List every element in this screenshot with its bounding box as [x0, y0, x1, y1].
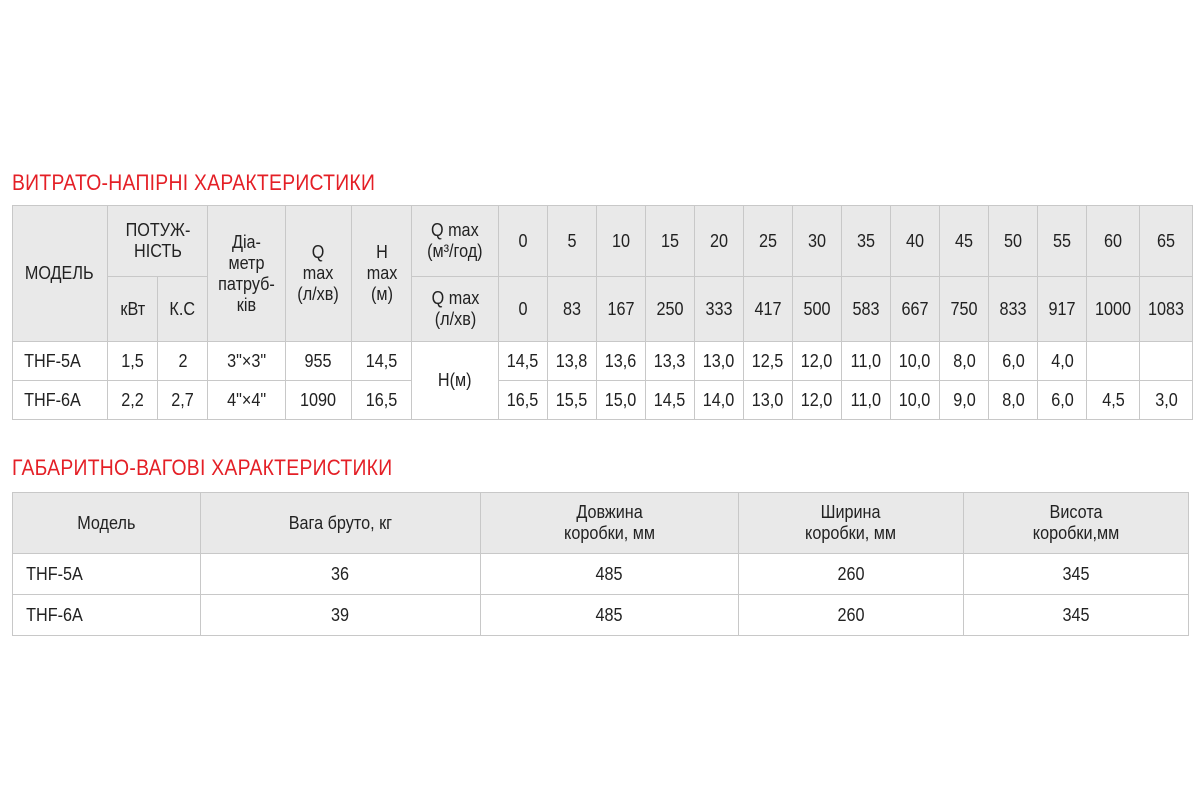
width-cell: 260 [739, 595, 964, 636]
length-cell: 485 [481, 595, 739, 636]
kw-header: кВт [108, 277, 158, 342]
flow-m3h-cell: 15 [646, 206, 695, 277]
kw-cell: 2,2 [108, 381, 158, 420]
flow-lmin-cell: 167 [597, 277, 646, 342]
performance-title: ВИТРАТО-НАПІРНІ ХАРАКТЕРИСТИКИ [12, 170, 376, 195]
flow-m3h-cell: 35 [842, 206, 891, 277]
diameter-cell: 3"×3" [208, 342, 286, 381]
diameter-cell: 4"×4" [208, 381, 286, 420]
head-cell: 4,5 [1087, 381, 1140, 420]
head-cell: 12,0 [793, 381, 842, 420]
hmax-cell: 14,5 [352, 342, 412, 381]
flow-lmin-cell: 250 [646, 277, 695, 342]
qmax-cell: 1090 [286, 381, 352, 420]
flow-m3h-cell: 50 [989, 206, 1038, 277]
height-cell: 345 [964, 595, 1189, 636]
head-cell: 11,0 [842, 342, 891, 381]
table-row [13, 554, 1189, 595]
hmax-cell: 16,5 [352, 381, 412, 420]
flow-lmin-cell: 750 [940, 277, 989, 342]
head-cell: 11,0 [842, 381, 891, 420]
flow-lmin-cell: 1083 [1140, 277, 1193, 342]
head-cell: 6,0 [1038, 381, 1087, 420]
flow-m3h-cell: 55 [1038, 206, 1087, 277]
kw-cell: 1,5 [108, 342, 158, 381]
dimensions-title: ГАБАРИТНО-ВАГОВІ ХАРАКТЕРИСТИКИ [12, 455, 393, 480]
model-cell: THF-5A [13, 342, 108, 381]
flow-m3h-cell: 25 [744, 206, 793, 277]
table-row [13, 342, 1193, 381]
table-row [13, 595, 1189, 636]
flow-m3h-cell: 5 [548, 206, 597, 277]
flow-lmin-cell: 333 [695, 277, 744, 342]
model-cell: THF-5A [13, 554, 201, 595]
flow-m3h-cell: 20 [695, 206, 744, 277]
dimensions-table [12, 492, 1189, 636]
qmax-header: Q max (л/хв) [286, 206, 352, 342]
hp-cell: 2 [158, 342, 208, 381]
power-header: ПОТУЖ- НІСТЬ [108, 206, 208, 277]
flow-lmin-cell: 500 [793, 277, 842, 342]
hmax-header: H max (м) [352, 206, 412, 342]
head-cell [1140, 342, 1193, 381]
model-header: МОДЕЛЬ [13, 206, 108, 342]
head-cell: 4,0 [1038, 342, 1087, 381]
length-header: Довжина коробки, мм [481, 493, 739, 554]
head-cell: 15,5 [548, 381, 597, 420]
head-cell: 16,5 [499, 381, 548, 420]
head-cell: 12,0 [793, 342, 842, 381]
head-cell: 14,0 [695, 381, 744, 420]
flow-m3h-cell: 60 [1087, 206, 1140, 277]
diameter-header: Діа- метр патруб- ків [208, 206, 286, 342]
weight-cell: 36 [201, 554, 481, 595]
head-cell: 15,0 [597, 381, 646, 420]
head-label-cell: H(м) [412, 342, 499, 420]
head-cell: 13,0 [744, 381, 793, 420]
flow-m3h-cell: 40 [891, 206, 940, 277]
qmax-m3h-header: Q max (м³/год) [412, 206, 499, 277]
weight-cell: 39 [201, 595, 481, 636]
head-cell: 14,5 [499, 342, 548, 381]
model-cell: THF-6A [13, 381, 108, 420]
qmax-cell: 955 [286, 342, 352, 381]
flow-lmin-cell: 583 [842, 277, 891, 342]
head-cell: 10,0 [891, 342, 940, 381]
head-cell: 13,0 [695, 342, 744, 381]
flow-m3h-cell: 0 [499, 206, 548, 277]
flow-lmin-cell: 667 [891, 277, 940, 342]
head-cell: 12,5 [744, 342, 793, 381]
flow-lmin-cell: 83 [548, 277, 597, 342]
model-header: Модель [13, 493, 201, 554]
height-cell: 345 [964, 554, 1189, 595]
flow-m3h-cell: 65 [1140, 206, 1193, 277]
flow-lmin-cell: 1000 [1087, 277, 1140, 342]
head-cell [1087, 342, 1140, 381]
flow-lmin-cell: 417 [744, 277, 793, 342]
flow-lmin-cell: 917 [1038, 277, 1087, 342]
head-cell: 3,0 [1140, 381, 1193, 420]
head-cell: 6,0 [989, 342, 1038, 381]
flow-lmin-cell: 833 [989, 277, 1038, 342]
flow-m3h-cell: 30 [793, 206, 842, 277]
model-cell: THF-6A [13, 595, 201, 636]
flow-lmin-cell: 0 [499, 277, 548, 342]
width-header: Ширина коробки, мм [739, 493, 964, 554]
head-cell: 8,0 [940, 342, 989, 381]
height-header: Висота коробки,мм [964, 493, 1189, 554]
head-cell: 13,8 [548, 342, 597, 381]
head-cell: 14,5 [646, 381, 695, 420]
head-cell: 10,0 [891, 381, 940, 420]
performance-table [12, 205, 1193, 420]
qmax-lmin-header: Q max (л/хв) [412, 277, 499, 342]
hp-cell: 2,7 [158, 381, 208, 420]
head-cell: 8,0 [989, 381, 1038, 420]
table-row [13, 381, 1193, 420]
head-cell: 13,3 [646, 342, 695, 381]
head-cell: 9,0 [940, 381, 989, 420]
length-cell: 485 [481, 554, 739, 595]
hp-header: К.С [158, 277, 208, 342]
flow-m3h-cell: 45 [940, 206, 989, 277]
flow-m3h-cell: 10 [597, 206, 646, 277]
head-cell: 13,6 [597, 342, 646, 381]
width-cell: 260 [739, 554, 964, 595]
weight-header: Вага бруто, кг [201, 493, 481, 554]
